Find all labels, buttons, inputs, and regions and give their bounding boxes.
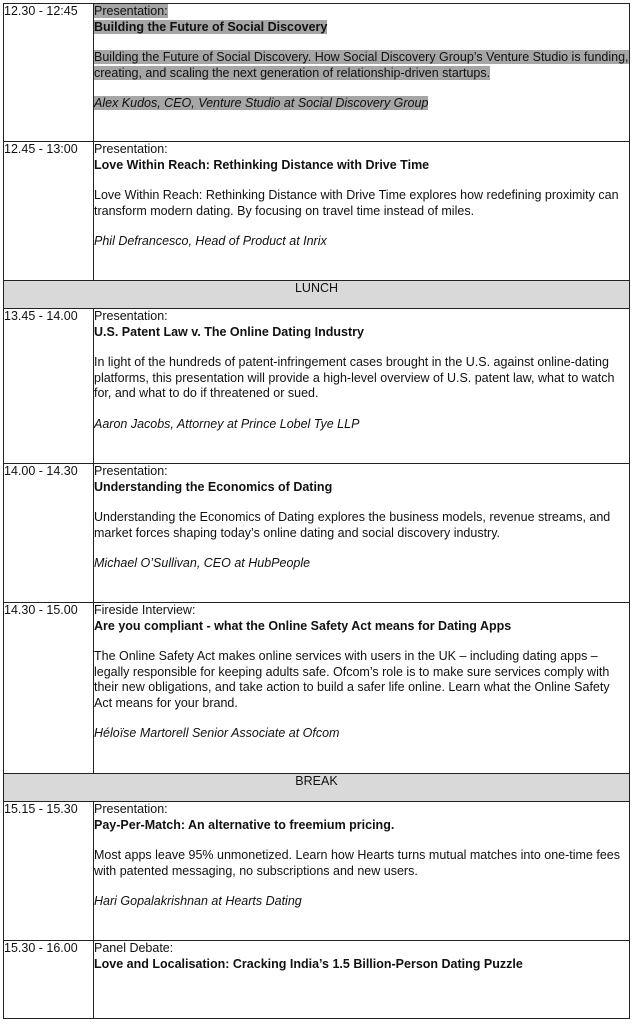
session-row xyxy=(4,142,630,281)
session-content xyxy=(94,603,630,774)
session-speaker: Phil Defrancesco, Head of Product at Inrix xyxy=(94,234,327,248)
session-title: Love and Localisation: Cracking India’s 1.5 Billion-Person Dating Puzzle xyxy=(94,956,523,971)
session-row xyxy=(4,4,630,142)
session-title: Love Within Reach: Rethinking Distance with Drive Time xyxy=(94,157,430,172)
session-description: Love Within Reach: Rethinking Distance with Drive Time explores how redefining proximity can transform modern dating. By focusing on travel time instead of miles. xyxy=(94,188,619,218)
session-title: Pay-Per-Match: An alternative to freemium pricing. xyxy=(94,817,395,832)
session-speaker: Michael O’Sullivan, CEO at HubPeople xyxy=(94,556,311,570)
session-content xyxy=(94,802,630,941)
session-kind: Presentation: xyxy=(94,464,168,478)
session-description: Understanding the Economics of Dating explores the business models, revenue streams, and market forces shaping today’s online dating and social discovery industry. xyxy=(94,510,611,540)
session-row xyxy=(4,802,630,941)
session-speaker: Hari Gopalakrishnan at Hearts Dating xyxy=(94,894,302,908)
session-row xyxy=(4,309,630,464)
session-content xyxy=(94,142,630,281)
lunch-label: LUNCH xyxy=(4,281,630,309)
session-row xyxy=(4,603,630,774)
session-content xyxy=(94,464,630,603)
session-title: Understanding the Economics of Dating xyxy=(94,479,333,494)
session-kind: Panel Debate: xyxy=(94,941,174,955)
session-content xyxy=(94,941,630,1019)
session-time: 15.30 - 16.00 xyxy=(4,941,94,1019)
session-description: Building the Future of Social Discovery. How Social Discovery Group’s Venture Studio is funding, creating, and scaling the next generation of relationship-driven startups. xyxy=(94,50,629,80)
agenda-table xyxy=(3,3,630,1019)
session-description: The Online Safety Act makes online services with users in the UK – including dating apps – legally responsible for keeping adults safe. Ofcom’s role is to make sure services comply with their new obligations, and take action to build a safer life online. Learn what the Online Safety Act means for your brand. xyxy=(94,649,610,710)
break-label: BREAK xyxy=(4,774,630,802)
session-time: 15.15 - 15.30 xyxy=(4,802,94,941)
break-row xyxy=(4,774,630,802)
session-description: Most apps leave 95% unmonetized. Learn how Hearts turns mutual matches into one-time fees with patented messaging, no subscriptions and new users. xyxy=(94,848,620,878)
session-description: In light of the hundreds of patent-infringement cases brought in the U.S. against online-dating platforms, this presentation will provide a high-level overview of U.S. patent law, what to watch for, and what to do if threatened or sued. xyxy=(94,355,615,400)
session-time: 14.30 - 15.00 xyxy=(4,603,94,774)
session-kind: Presentation: xyxy=(94,4,168,18)
session-speaker: Alex Kudos, CEO, Venture Studio at Social Discovery Group xyxy=(94,96,429,110)
session-time: 12.30 - 12:45 xyxy=(4,4,94,142)
session-title: Building the Future of Social Discovery xyxy=(94,19,328,34)
session-time: 14.00 - 14.30 xyxy=(4,464,94,603)
session-row xyxy=(4,464,630,603)
session-kind: Presentation: xyxy=(94,802,168,816)
session-title: U.S. Patent Law v. The Online Dating Industry xyxy=(94,324,364,339)
session-speaker: Héloïse Martorell Senior Associate at Ofcom xyxy=(94,726,340,740)
session-kind: Presentation: xyxy=(94,142,168,156)
session-speaker: Aaron Jacobs, Attorney at Prince Lobel Tye LLP xyxy=(94,416,360,431)
session-content xyxy=(94,309,630,464)
session-time: 13.45 - 14.00 xyxy=(4,309,94,464)
session-kind: Presentation: xyxy=(94,309,168,323)
session-content xyxy=(94,4,630,142)
session-title: Are you compliant - what the Online Safety Act means for Dating Apps xyxy=(94,618,512,633)
lunch-row xyxy=(4,281,630,309)
session-row xyxy=(4,941,630,1019)
session-time: 12.45 - 13:00 xyxy=(4,142,94,281)
session-kind: Fireside Interview: xyxy=(94,603,196,617)
